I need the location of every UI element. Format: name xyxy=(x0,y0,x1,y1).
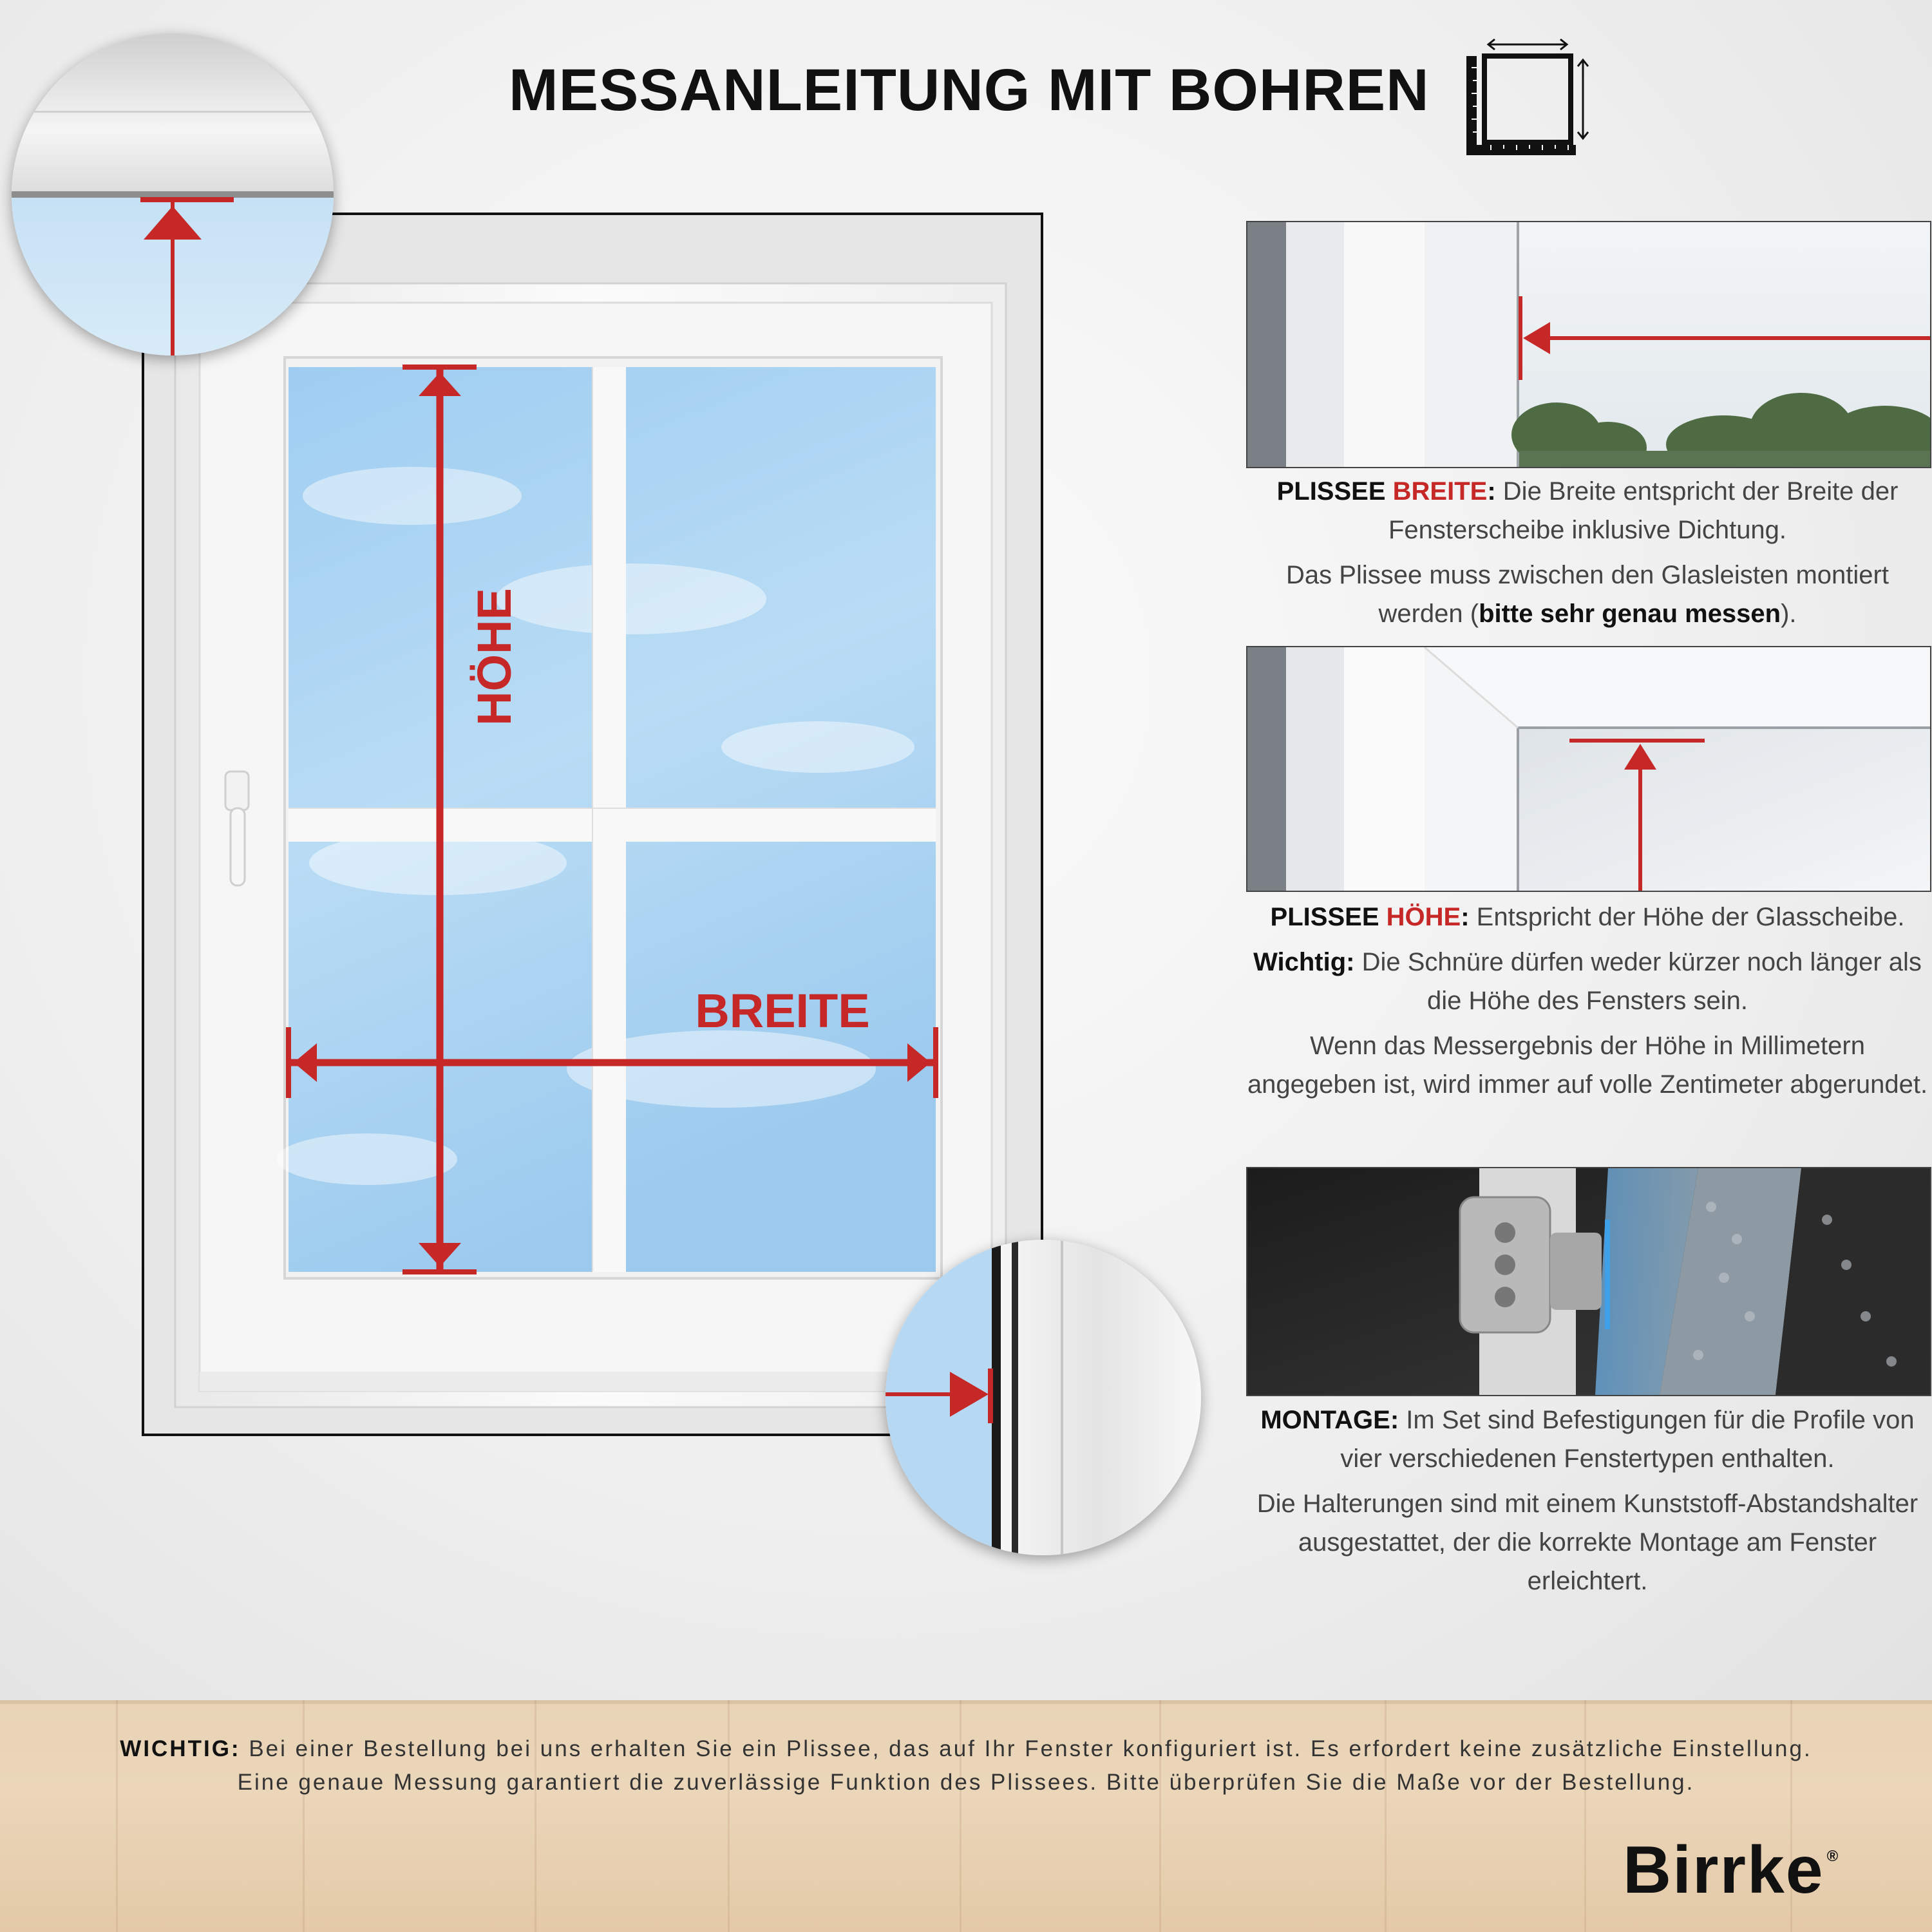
section-width xyxy=(1246,472,1929,639)
section-height-prefix: PLISSEE xyxy=(1270,903,1379,931)
section-width-colon: : xyxy=(1487,477,1496,506)
footer-notice xyxy=(0,1732,1932,1799)
section-height-colon: : xyxy=(1461,903,1470,931)
section-height-note: Wenn das Messergebnis der Höhe in Millimetern angegeben ist, wird immer auf volle Zentimeter abgerundet. xyxy=(1247,1032,1928,1099)
window-illustration xyxy=(142,213,1043,1436)
section-width-text: Die Breite entspricht der Breite der Fensterscheibe inklusive Dichtung. xyxy=(1388,477,1899,544)
section-height xyxy=(1246,898,1929,1110)
height-label: HÖHE xyxy=(468,588,521,726)
measure-frame-icon xyxy=(1465,35,1594,158)
brand-logo-text: Birrke xyxy=(1623,1833,1824,1908)
section-width-note-post: ). xyxy=(1781,600,1797,628)
zoom-top-detail xyxy=(12,33,334,355)
section-mounting-text: Im Set sind Befestigungen für die Profile von vier verschiedenen Fenstertypen enthalten. xyxy=(1340,1406,1915,1473)
section-height-important-label: Wichtig: xyxy=(1253,948,1355,976)
photo-height-measurement xyxy=(1246,646,1931,892)
photo-mounting-bracket xyxy=(1246,1167,1931,1396)
brand-logo-mark: ® xyxy=(1826,1848,1840,1865)
footer-line-2: Eine genaue Messung garantiert die zuverlässige Funktion des Plissees. Bitte überprüfen Sie die Maße vor der Bestellung. xyxy=(237,1770,1695,1795)
section-height-highlight: HÖHE xyxy=(1386,903,1461,931)
page-title: MESSANLEITUNG MIT BOHREN xyxy=(509,57,1430,123)
section-width-note-bold: bitte sehr genau messen xyxy=(1479,600,1781,628)
footer-line-1: Bei einer Bestellung bei uns erhalten Sie ein Plissee, das auf Ihr Fenster konfiguriert ist. Es erfordert keine zusätzliche Einstellung. xyxy=(249,1736,1812,1761)
section-width-note-pre: Das Plissee muss zwischen den Glasleisten montiert werden ( xyxy=(1286,561,1889,628)
section-height-important-text: Die Schnüre dürfen weder kürzer noch länger als die Höhe des Fensters sein. xyxy=(1361,948,1922,1015)
section-width-highlight: BREITE xyxy=(1392,477,1488,506)
section-height-text: Entspricht der Höhe der Glasscheibe. xyxy=(1476,903,1905,931)
footer-label: WICHTIG: xyxy=(120,1736,241,1761)
section-mounting-heading: MONTAGE: xyxy=(1260,1406,1399,1434)
section-mounting-note: Die Halterungen sind mit einem Kunststoff-Abstandshalter ausgestattet, der die korrekte Montage am Fenster erleichtert. xyxy=(1256,1490,1918,1595)
section-width-prefix: PLISSEE xyxy=(1276,477,1386,506)
zoom-side-detail xyxy=(886,1240,1201,1555)
photo-width-measurement xyxy=(1246,221,1931,468)
section-mounting xyxy=(1246,1401,1929,1607)
brand-logo xyxy=(1623,1832,1840,1909)
width-label: BREITE xyxy=(695,984,870,1037)
